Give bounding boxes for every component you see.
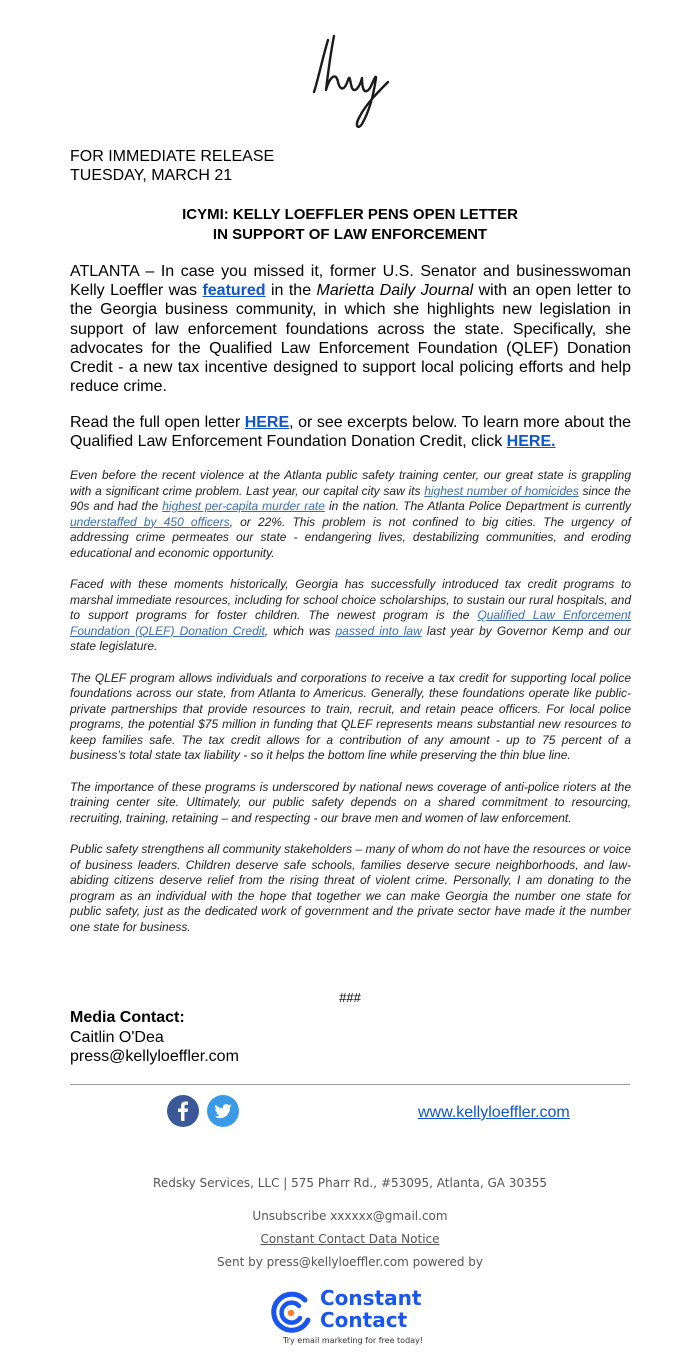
excerpt-2-text-a: Faced with these moments historically, Georgia has successfully introduced tax credit programs to marshal immediate resources, including for school choice scholarships, to sustain our rural hospitals, and to support programs for foster children. The newest program is the <box>70 577 631 622</box>
understaffed-link[interactable]: understaffed by 450 officers <box>70 514 230 529</box>
lead-paragraph <box>70 262 631 396</box>
excerpt-paragraph-4: The importance of these programs is underscored by national news coverage of anti-police rioters at the training center site. Ultimately, our public safety depends on a shared commitment to resourcing, recruiting, training, retaining – and respecting - our brave men and women of law enforcement. <box>70 779 631 825</box>
excerpt-1-text-c: in the nation. The Atlanta Police Department is currently <box>324 499 631 513</box>
lead-text-2: in the <box>265 282 317 300</box>
excerpt-paragraph-3: The QLEF program allows individuals and corporations to receive a tax credit for supporting local police foundations across our state, from Atlanta to Americus. Generally, these foundations operate like public-private partnerships that provide resources to train, recruit, and retain peace officers. For local police programs, the potential $75 million in funding that QLEF represents means substantial new resources to keep families safe. The tax credit allows for a contribution of any amount - up to 75 percent of a business’s total state tax liability - so it helps the bottom line while preserving the thin blue line. <box>70 670 631 762</box>
open-letter-link[interactable]: HERE <box>244 414 290 431</box>
brand-line-2: Contact <box>320 1308 408 1332</box>
divider <box>70 1084 630 1085</box>
readmore-text-2: , or see excerpts below. To learn more about the Qualified Law Enforcement Foundation Donation Credit, click <box>70 414 631 451</box>
excerpt-1-text-d: , or 22%. This problem is not confined to big cities. The urgency of addressing crime permeates our state - endangering lives, destabilizing communities, and eroding educational and economic opportunity. <box>70 514 631 560</box>
headline-line-1: ICYMI: KELLY LOEFFLER PENS OPEN LETTER <box>182 206 518 223</box>
release-date: TUESDAY, MARCH 21 <box>70 167 233 184</box>
unsubscribe-link[interactable]: Unsubscribe xxxxxx@gmail.com <box>252 1209 448 1223</box>
media-contact-heading: Media Contact: <box>70 1009 185 1026</box>
footer-address: Redsky Services, LLC | 575 Pharr Rd., #53095, Atlanta, GA 30355 <box>153 1176 547 1190</box>
letter-excerpts <box>70 468 631 951</box>
facebook-icon[interactable] <box>167 1095 199 1127</box>
media-contact <box>70 1008 239 1067</box>
read-more-paragraph <box>70 413 631 451</box>
lead-text-3: with an open letter to the Georgia business community, in which she highlights new legislation in support of law enforcement foundations across the state. Specifically, she advocates for the Qualified Law Enforcement Foundation (QLEF) Donation Credit - a new tax incentive designed to support local policing efforts and help reduce crime. <box>70 282 632 396</box>
qlef-credit-link[interactable]: Qualified Law Enforcement Foundation (QLEF) Donation Credit <box>70 608 631 638</box>
constant-contact-wordmark <box>320 1287 421 1331</box>
release-label: FOR IMMEDIATE RELEASE <box>70 148 275 165</box>
featured-link[interactable]: featured <box>202 282 266 300</box>
website-link[interactable]: www.kellyloeffler.com <box>418 1104 570 1121</box>
data-notice-link[interactable]: Constant Contact Data Notice <box>260 1232 440 1246</box>
excerpt-1-text-b: since the 90s and had the <box>70 483 631 513</box>
media-contact-email: press@kellyloeffler.com <box>70 1048 239 1065</box>
readmore-text-1: Read the full open letter <box>70 414 245 431</box>
murder-rate-link[interactable]: highest per-capita murder rate <box>162 499 325 513</box>
media-contact-name: Caitlin O'Dea <box>70 1028 164 1046</box>
headline <box>70 205 630 245</box>
brand-line-1: Constant <box>320 1286 422 1310</box>
excerpt-paragraph-2 <box>70 577 631 655</box>
signature-logo <box>300 30 400 130</box>
excerpt-1-text-a: Even before the recent violence at the Atlanta public safety training center, our great state is grappling with a significant crime problem. Last year, our capital city saw its <box>70 468 631 498</box>
homicides-link[interactable]: highest number of homicides <box>424 483 579 498</box>
social-links <box>167 1095 239 1127</box>
end-mark: ### <box>339 990 361 1005</box>
excerpt-2-text-c: last year by Governor Kemp and our state legislature. <box>70 623 631 653</box>
headline-line-2: IN SUPPORT OF LAW ENFORCEMENT <box>212 226 488 243</box>
sent-by-text: Sent by press@kellyloeffler.com powered by <box>217 1255 483 1269</box>
constant-contact-logo[interactable] <box>268 1286 438 1348</box>
constant-contact-tagline: Try email marketing for free today! <box>283 1336 423 1345</box>
release-info <box>70 147 274 185</box>
lead-text-1: ATLANTA – In case you missed it, former U.S. Senator and businesswoman Kelly Loeffler was <box>70 263 631 300</box>
excerpt-paragraph-5: Public safety strengthens all community stakeholders – many of whom do not have the resources or voice of business leaders. Children deserve safe schools, families deserve secure neighborhoods, and law-abiding citizens deserve relief from the rising threat of violent crime. Personally, I am donating to the program as an individual with the hope that together we can make Georgia the number one state for public safety, just as the dedicated work of government and the private sector have made it the number one state for business. <box>70 842 631 934</box>
passed-into-law-link[interactable]: passed into law <box>335 623 422 638</box>
constant-contact-mark-icon <box>268 1290 314 1336</box>
excerpt-2-text-b: , which was <box>264 623 336 638</box>
publication-name: Marietta Daily Journal <box>316 282 474 300</box>
excerpt-paragraph-1 <box>70 468 631 561</box>
twitter-icon[interactable] <box>207 1095 239 1127</box>
data-notice-row <box>0 1232 700 1246</box>
qlef-info-link[interactable]: HERE. <box>506 433 556 451</box>
